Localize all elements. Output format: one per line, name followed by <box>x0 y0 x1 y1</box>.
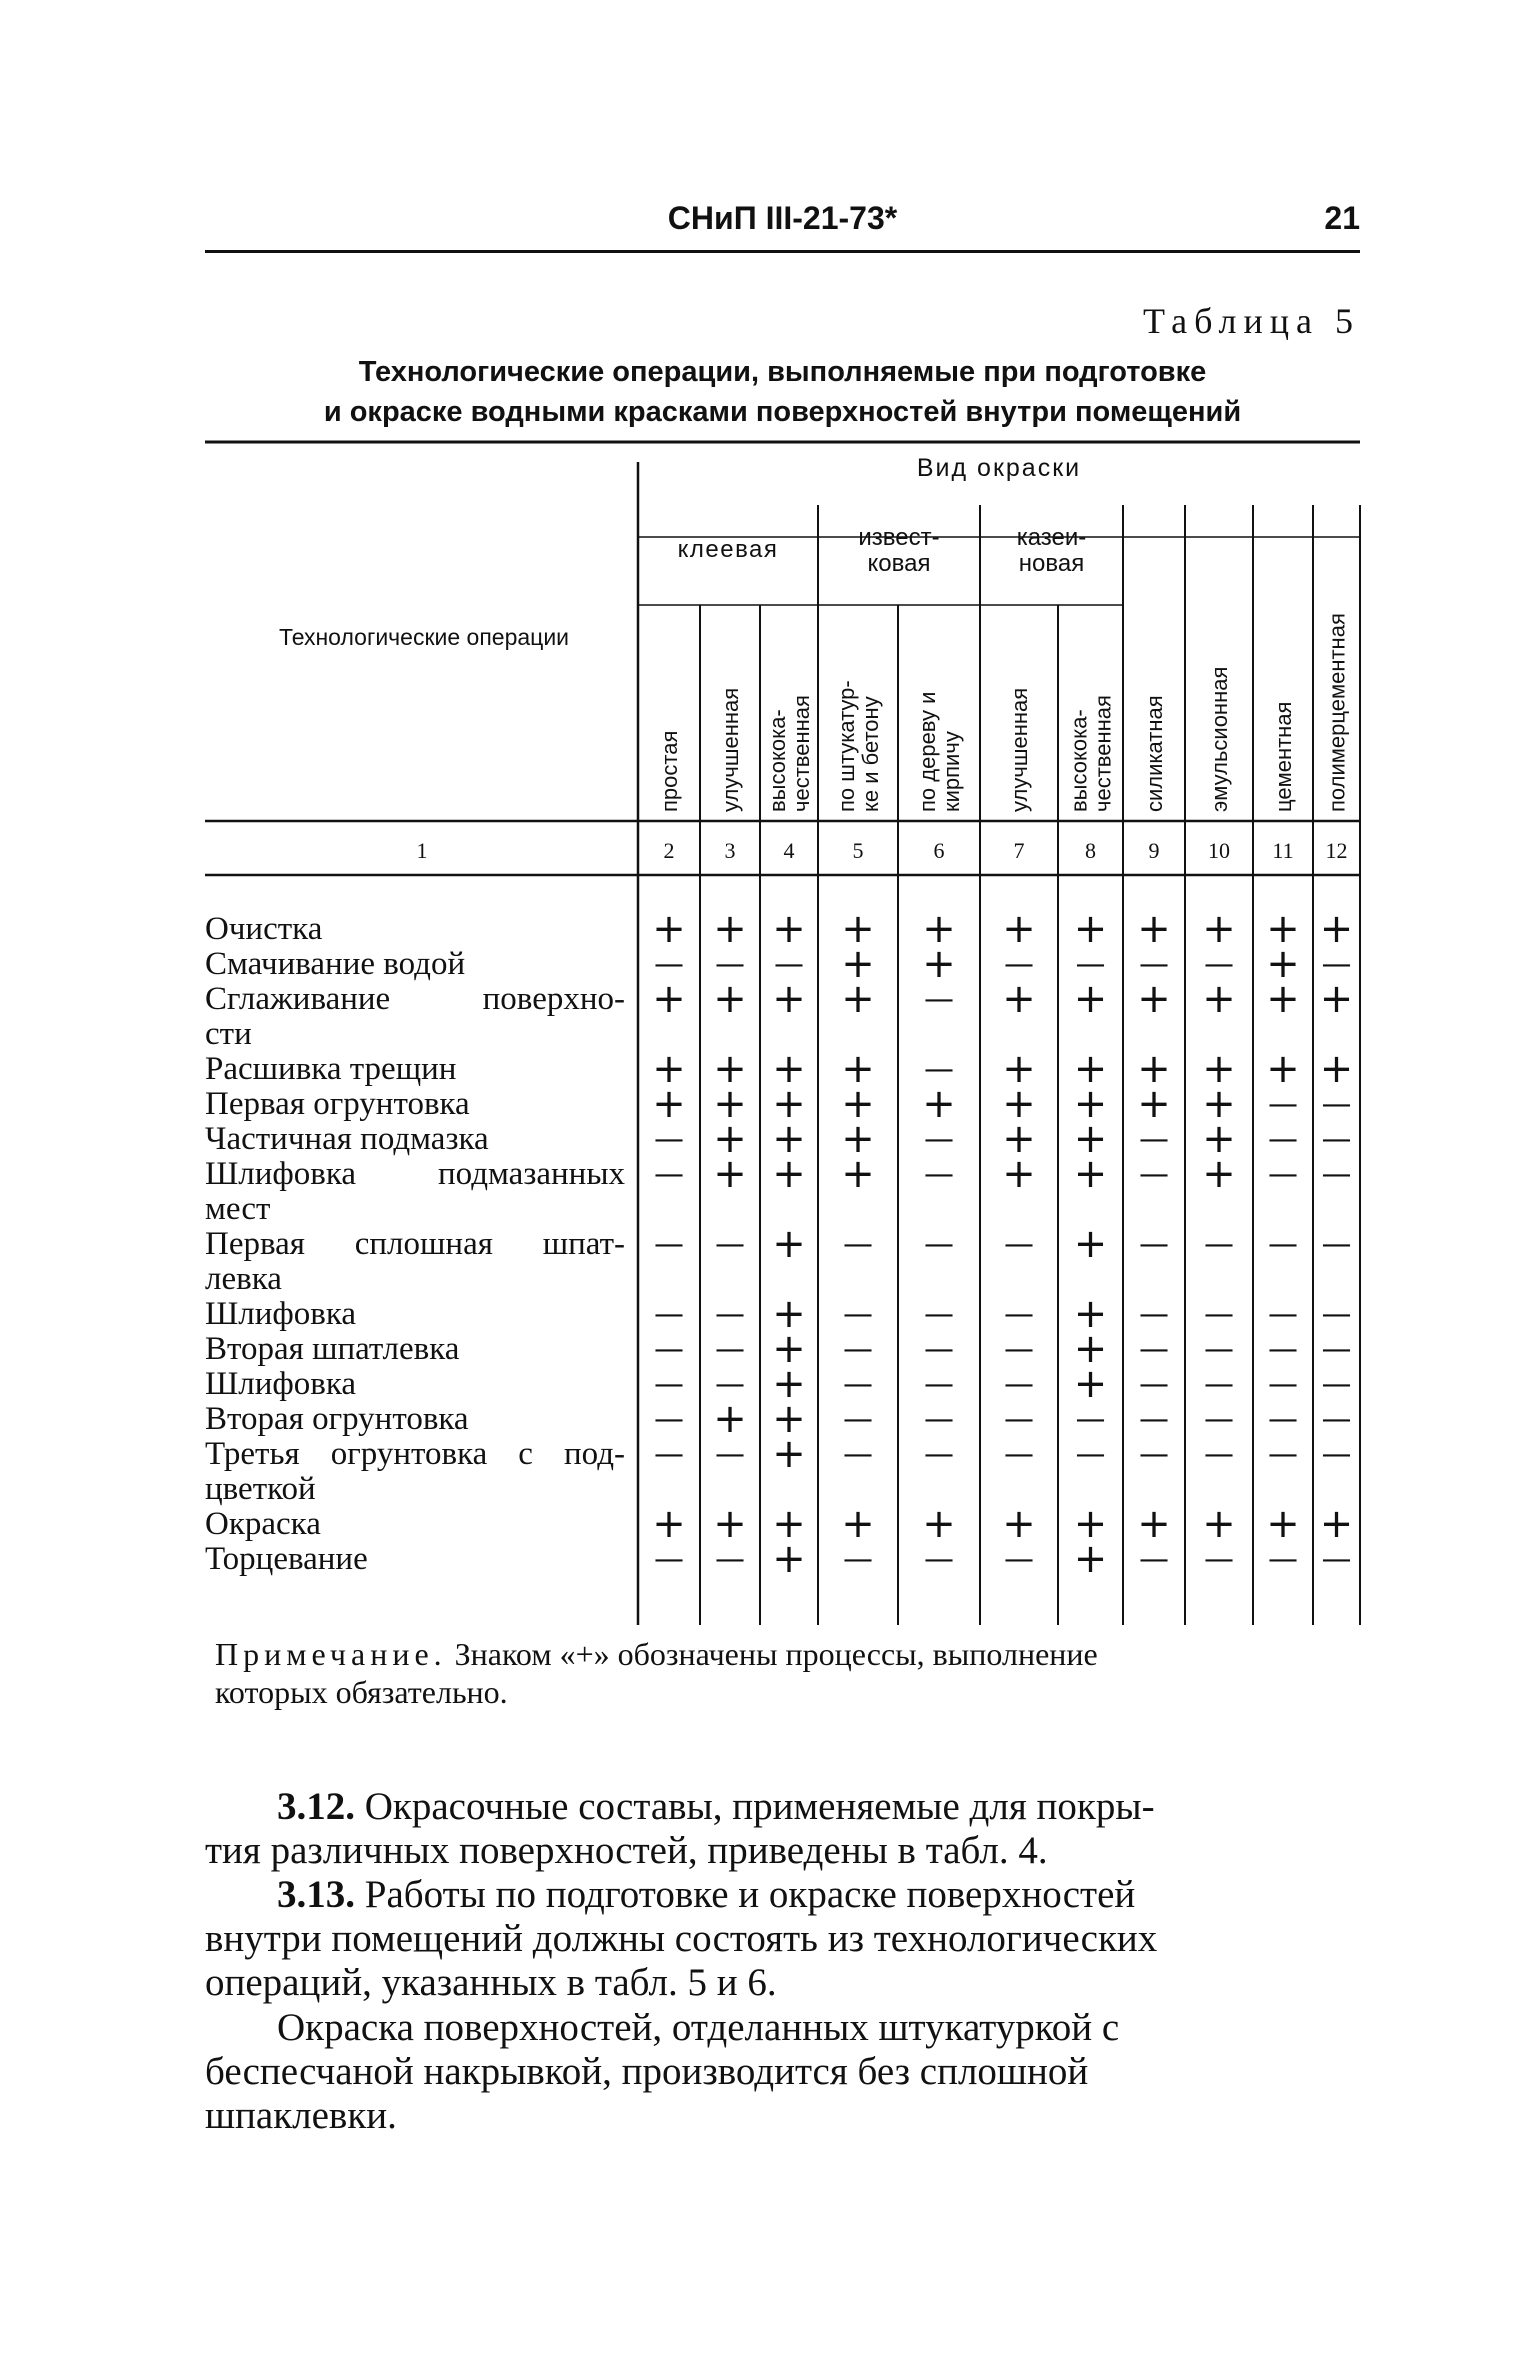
cell-not-required: — <box>654 947 684 982</box>
cell-not-required: — <box>1004 1542 1034 1577</box>
row-label: Расшивка трещин <box>205 1051 457 1087</box>
cell-required: + <box>1202 1501 1236 1547</box>
row-label: Шлифовка <box>205 1366 357 1402</box>
cell-required: + <box>1137 1046 1171 1092</box>
cell-required: + <box>841 1116 875 1162</box>
column-header-text: кирпичу <box>939 731 964 812</box>
cell-not-required: — <box>843 1402 873 1437</box>
cell-not-required: — <box>1139 947 1169 982</box>
cell-not-required: — <box>1204 1227 1234 1262</box>
column-number: 8 <box>1085 838 1096 863</box>
cell-required: + <box>772 1396 806 1442</box>
cell-not-required: — <box>843 1437 873 1472</box>
paragraph-line: беспесчаной накрывкой, производится без сплошной <box>205 2050 1089 2093</box>
column-header-text: по штукатур- <box>834 680 859 812</box>
cell-not-required: — <box>1139 1332 1169 1367</box>
cell-required: + <box>1073 1081 1108 1127</box>
cell-required: + <box>1202 1081 1236 1127</box>
cell-not-required: — <box>924 1542 954 1577</box>
paragraph-number: 3.12. <box>277 1785 355 1828</box>
table-label: Таблица 5 <box>1143 301 1360 341</box>
column-header-text: чественная <box>1090 695 1116 812</box>
cell-not-required: — <box>843 1297 873 1332</box>
cell-not-required: — <box>924 1052 954 1087</box>
cell-not-required: — <box>1268 1122 1298 1157</box>
cell-required: + <box>772 1291 806 1337</box>
cell-not-required: — <box>924 1367 954 1402</box>
row-label: Очистка <box>205 911 323 947</box>
row-label: Сглаживание поверхно- <box>205 981 625 1017</box>
cell-required: + <box>922 1501 956 1547</box>
cell-not-required: — <box>654 1542 684 1577</box>
cell-not-required: — <box>924 1402 954 1437</box>
cell-not-required: — <box>1321 1122 1352 1157</box>
row-label: Вторая шпатлевка <box>205 1331 460 1367</box>
cell-not-required: — <box>715 1227 745 1262</box>
cell-required: + <box>922 1081 956 1127</box>
cell-required: + <box>713 906 747 952</box>
cell-not-required: — <box>715 1437 745 1472</box>
cell-not-required: — <box>1139 1122 1169 1157</box>
cell-not-required: — <box>1321 1437 1352 1472</box>
cell-not-required: — <box>654 1332 684 1367</box>
cell-required: + <box>1137 1501 1171 1547</box>
cell-required: + <box>652 1046 686 1092</box>
cell-not-required: — <box>1004 947 1034 982</box>
row-label: Шлифовка подмазанных <box>205 1156 625 1192</box>
column-header-text: полимерцементная <box>1324 613 1350 812</box>
group-header-text: Вид окраски <box>916 454 1082 482</box>
cell-required: + <box>772 1501 806 1547</box>
document-code: СНиП III-21-73* <box>667 200 898 236</box>
cell-not-required: — <box>1139 1227 1169 1262</box>
cell-not-required: — <box>1139 1297 1169 1332</box>
column-number: 9 <box>1148 838 1160 863</box>
cell-not-required: — <box>1321 1087 1352 1122</box>
cell-not-required: — <box>843 1542 873 1577</box>
stub-number: 1 <box>416 838 428 863</box>
row-label: Третья огрунтовка с под- <box>205 1436 625 1472</box>
cell-required: + <box>841 941 875 987</box>
cell-not-required: — <box>1139 1437 1169 1472</box>
column-header-text: простая <box>657 730 682 812</box>
cell-not-required: — <box>1268 1542 1298 1577</box>
cell-not-required: — <box>1268 1227 1298 1262</box>
paragraph-plaster <box>205 2006 1360 2138</box>
cell-not-required: — <box>654 1367 684 1402</box>
cell-required: + <box>1002 1116 1036 1162</box>
cell-not-required: — <box>654 1437 684 1472</box>
cell-required: + <box>1073 976 1108 1022</box>
cell-required: + <box>713 1501 747 1547</box>
cell-required: + <box>1073 1536 1108 1582</box>
cell-not-required: — <box>1075 947 1106 982</box>
cell-not-required: — <box>1139 1367 1169 1402</box>
cell-required: + <box>1002 1151 1036 1197</box>
cell-not-required: — <box>1004 1297 1034 1332</box>
cell-required: + <box>713 1081 747 1127</box>
cell-not-required: — <box>843 1227 873 1262</box>
column-number: 6 <box>933 838 945 863</box>
cell-not-required: — <box>654 1227 684 1262</box>
row-label: мест <box>205 1191 271 1227</box>
column-number: 7 <box>1013 838 1025 863</box>
note-text: Знаком «+» обозначены процессы, выполнение <box>446 1636 1098 1672</box>
cell-required: + <box>841 1081 875 1127</box>
cell-required: + <box>1073 1326 1108 1372</box>
cell-required: + <box>1137 1081 1171 1127</box>
cell-not-required: — <box>1321 1297 1352 1332</box>
cell-required: + <box>772 1221 806 1267</box>
column-number: 3 <box>724 838 736 863</box>
cell-not-required: — <box>1139 1402 1169 1437</box>
column-number: 2 <box>663 838 675 863</box>
cell-required: + <box>772 1046 806 1092</box>
cell-not-required: — <box>1268 1297 1298 1332</box>
column-header-text: улучшенная <box>1007 687 1032 812</box>
row-label: Торцевание <box>205 1541 368 1577</box>
cell-not-required: — <box>1321 947 1352 982</box>
cell-not-required: — <box>1139 1157 1169 1192</box>
row-label: Первая огрунтовка <box>205 1086 470 1122</box>
paragraph-text: Работы по подготовке и окраске поверхностей <box>355 1873 1136 1916</box>
cell-required: + <box>841 1046 875 1092</box>
cell-required: + <box>772 1536 806 1582</box>
cell-required: + <box>772 1326 806 1372</box>
cell-not-required: — <box>1268 1157 1298 1192</box>
cell-not-required: — <box>1204 1297 1234 1332</box>
subgroup-header-text: извест- <box>858 524 940 551</box>
cell-not-required: — <box>654 1122 684 1157</box>
cell-not-required: — <box>1268 1367 1298 1402</box>
cell-not-required: — <box>924 1332 954 1367</box>
column-number: 11 <box>1272 838 1294 863</box>
column-header-text: цементная <box>1271 701 1296 812</box>
row-label: Первая сплошная шпат- <box>205 1226 625 1262</box>
row-label: Вторая огрунтовка <box>205 1401 469 1437</box>
cell-required: + <box>1073 1501 1108 1547</box>
column-header-text: ке и бетону <box>858 696 883 812</box>
subgroup-header-text: клеевая <box>677 536 779 563</box>
paragraph-line: тия различных поверхностей, приведены в табл. 4. <box>205 1829 1048 1872</box>
column-header-text: высокока- <box>1066 709 1092 812</box>
cell-required: + <box>713 1151 747 1197</box>
cell-not-required: — <box>654 1157 684 1192</box>
cell-not-required: — <box>843 1332 873 1367</box>
cell-not-required: — <box>843 1367 873 1402</box>
paragraph-3-13 <box>205 1873 1360 2005</box>
cell-not-required: — <box>1321 1227 1352 1262</box>
cell-required: + <box>1319 1501 1354 1547</box>
cell-required: + <box>713 976 747 1022</box>
cell-not-required: — <box>1004 1402 1034 1437</box>
paragraph-line: шпаклевки. <box>205 2094 397 2137</box>
cell-required: + <box>1002 976 1036 1022</box>
paragraph-3-12 <box>205 1785 1360 1873</box>
row-label: левка <box>205 1261 282 1297</box>
cell-required: + <box>922 941 956 987</box>
cell-required: + <box>1266 976 1300 1022</box>
cell-not-required: — <box>715 1297 745 1332</box>
cell-required: + <box>1073 1151 1108 1197</box>
row-label: Частичная подмазка <box>205 1121 489 1157</box>
cell-required: + <box>652 1501 686 1547</box>
cell-required: + <box>772 906 806 952</box>
subgroup-header-text: казеи- <box>1016 524 1087 551</box>
column-header-text: эмульсионная <box>1207 666 1232 812</box>
cell-not-required: — <box>1204 1542 1234 1577</box>
row-label: сти <box>205 1016 252 1052</box>
cell-required: + <box>1073 1116 1108 1162</box>
stub-header-text: Технологические операции <box>278 624 570 650</box>
paragraph-text: Окрасочные составы, применяемые для покры- <box>355 1785 1155 1828</box>
column-number: 12 <box>1325 838 1348 863</box>
cell-required: + <box>1266 1501 1300 1547</box>
cell-required: + <box>772 1151 806 1197</box>
cell-required: + <box>1266 941 1300 987</box>
cell-required: + <box>841 1501 875 1547</box>
cell-not-required: — <box>924 982 954 1017</box>
column-header-text: высокока- <box>765 709 790 812</box>
subgroup-header-text: ковая <box>867 550 931 577</box>
cell-required: + <box>1266 906 1300 952</box>
cell-not-required: — <box>1321 1157 1352 1192</box>
table-note <box>215 1635 1365 1711</box>
cell-not-required: — <box>1268 1332 1298 1367</box>
cell-not-required: — <box>1268 1402 1298 1437</box>
cell-not-required: — <box>924 1157 954 1192</box>
table-caption-line: и окраске водными красками поверхностей внутри помещений <box>323 396 1242 428</box>
cell-not-required: — <box>1204 1367 1234 1402</box>
cell-required: + <box>1073 906 1108 952</box>
cell-not-required: — <box>1204 1332 1234 1367</box>
cell-required: + <box>1073 1361 1108 1407</box>
paragraph-line: внутри помещений должны состоять из технологических <box>205 1917 1158 1960</box>
cell-required: + <box>1202 1046 1236 1092</box>
column-header-text: улучшенная <box>718 687 743 812</box>
cell-not-required: — <box>654 1402 684 1437</box>
cell-required: + <box>841 976 875 1022</box>
cell-required: + <box>652 976 686 1022</box>
cell-required: + <box>713 1116 747 1162</box>
cell-required: + <box>1073 1221 1108 1267</box>
cell-required: + <box>1002 1501 1036 1547</box>
cell-not-required: — <box>1268 1087 1298 1122</box>
column-number: 4 <box>783 838 795 863</box>
cell-not-required: — <box>715 1367 745 1402</box>
row-label: цветкой <box>205 1471 316 1507</box>
row-label: Шлифовка <box>205 1296 357 1332</box>
cell-not-required: — <box>1075 1402 1106 1437</box>
cell-required: + <box>772 1431 806 1477</box>
cell-not-required: — <box>1204 1402 1234 1437</box>
cell-not-required: — <box>1321 1402 1352 1437</box>
cell-not-required: — <box>1268 1437 1298 1472</box>
cell-not-required: — <box>1004 1227 1034 1262</box>
cell-not-required: — <box>715 947 745 982</box>
subgroup-header-text: новая <box>1018 550 1085 577</box>
cell-required: + <box>713 1396 747 1442</box>
cell-required: + <box>922 906 956 952</box>
cell-required: + <box>1266 1046 1300 1092</box>
cell-required: + <box>1073 1291 1108 1337</box>
cell-required: + <box>772 976 806 1022</box>
cell-not-required: — <box>1004 1367 1034 1402</box>
cell-required: + <box>1137 906 1171 952</box>
cell-required: + <box>652 1081 686 1127</box>
cell-required: + <box>1202 1151 1236 1197</box>
cell-not-required: — <box>1321 1367 1352 1402</box>
cell-not-required: — <box>1204 1437 1234 1472</box>
cell-not-required: — <box>715 1332 745 1367</box>
cell-not-required: — <box>1139 1542 1169 1577</box>
cell-not-required: — <box>774 947 804 982</box>
cell-required: + <box>841 1151 875 1197</box>
cell-required: + <box>713 1046 747 1092</box>
cell-required: + <box>1202 976 1236 1022</box>
paragraph-text: Окраска поверхностей, отделанных штукатуркой с <box>277 2006 1120 2049</box>
cell-required: + <box>1002 1081 1036 1127</box>
cell-not-required: — <box>924 1227 954 1262</box>
cell-not-required: — <box>924 1297 954 1332</box>
cell-required: + <box>1002 906 1036 952</box>
cell-required: + <box>1202 1116 1236 1162</box>
cell-not-required: — <box>1004 1437 1034 1472</box>
cell-required: + <box>1002 1046 1036 1092</box>
cell-required: + <box>841 906 875 952</box>
cell-required: + <box>1073 1046 1108 1092</box>
cell-required: + <box>1319 976 1354 1022</box>
cell-not-required: — <box>1004 1332 1034 1367</box>
cell-not-required: — <box>1204 947 1234 982</box>
paragraph-line: операций, указанных в табл. 5 и 6. <box>205 1961 777 2004</box>
cell-required: + <box>772 1081 806 1127</box>
column-header-text: чественная <box>789 695 814 812</box>
column-number: 10 <box>1208 838 1230 863</box>
table-caption-line: Технологические операции, выполняемые при подготовке <box>358 356 1207 388</box>
cell-not-required: — <box>1075 1437 1106 1472</box>
column-number: 5 <box>852 838 864 863</box>
cell-required: + <box>652 906 686 952</box>
cell-required: + <box>1319 906 1354 952</box>
cell-required: + <box>772 1116 806 1162</box>
page-number: 21 <box>1324 200 1360 236</box>
cell-not-required: — <box>1321 1332 1352 1367</box>
note-lead: Примечание. <box>215 1636 447 1672</box>
cell-required: + <box>1319 1046 1354 1092</box>
row-label: Смачивание водой <box>205 946 466 982</box>
cell-not-required: — <box>715 1542 745 1577</box>
cell-not-required: — <box>924 1437 954 1472</box>
cell-not-required: — <box>924 1122 954 1157</box>
note-text-cont: которых обязательно. <box>215 1674 508 1710</box>
cell-not-required: — <box>1321 1542 1352 1577</box>
cell-required: + <box>1202 906 1236 952</box>
cell-required: + <box>772 1361 806 1407</box>
cell-not-required: — <box>654 1297 684 1332</box>
column-header-text: по дереву и <box>915 691 940 812</box>
cell-required: + <box>1137 976 1171 1022</box>
paragraph-number: 3.13. <box>277 1873 355 1916</box>
column-header-text: силикатная <box>1142 695 1167 812</box>
row-label: Окраска <box>205 1506 321 1542</box>
